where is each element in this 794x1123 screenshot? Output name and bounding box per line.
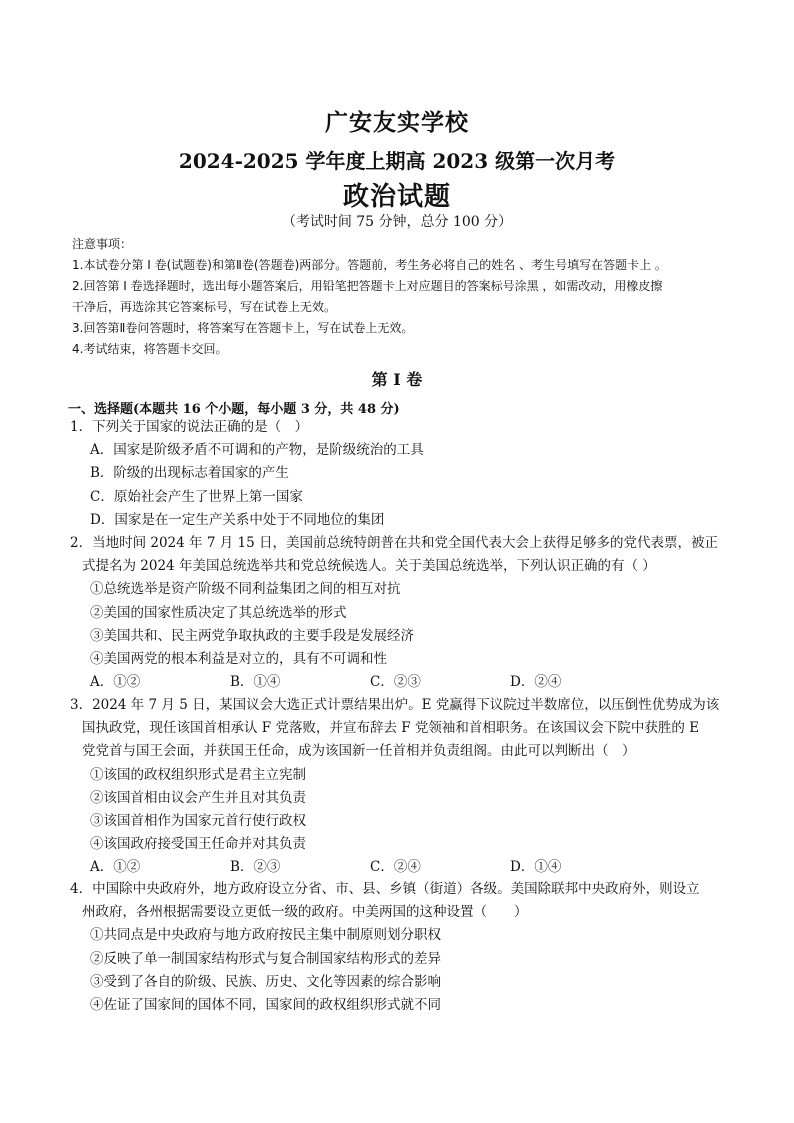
question-stem: 3．2024 年 7 月 5 日，某国议会大选正式计票结果出炉。E 党赢得下议院过半数席位，以压倒性优势成为该 <box>70 697 720 713</box>
option: ③该国首相作为国家元首行使行政权 <box>90 813 306 830</box>
choice-b: B．②③ <box>230 859 281 876</box>
option: ①总统选举是资产阶级不同利益集团之间的相互对抗 <box>90 581 401 598</box>
notice-title: 注意事项： <box>72 237 133 251</box>
option: ②美国的国家性质决定了其总统选举的形式 <box>90 604 347 621</box>
question-stem: 4．中国除中央政府外，地方政府设立分省、市、县、乡镇（街道）各级。美国除联邦中央政府外，则设立 <box>70 881 700 897</box>
question-stem-continued: 式提名为 2024 年美国总统选举共和党总统候选人。关于美国总统选举，下列认识正确的有（ ） <box>82 558 656 575</box>
notice-block <box>72 234 728 360</box>
notice-item: 3.回答第Ⅱ卷问答题时，将答案写在答题卡上，写在试卷上无效。 <box>72 321 414 335</box>
section-title: 一、选择题(本题共 16 个小题，每小题 3 分，共 48 分) <box>68 402 400 417</box>
choice-a: A．①② <box>90 674 141 691</box>
question-1 <box>70 416 730 532</box>
option: D．国家是在一定生产关系中处于不同地位的集团 <box>90 511 385 528</box>
notice-item: 1.本试卷分第 I 卷(试题卷)和第Ⅱ卷(答题卷)两部分。答题前，考生务必将自己的姓名 、考生号填写在答题卡上 。 <box>72 258 667 272</box>
part-title: 第 I 卷 <box>371 370 423 389</box>
question-stem-continued: 州政府，各州根据需要设立更低一级的政府。中美两国的这种设置（ ） <box>82 904 528 921</box>
school-name: 广安友实学校 <box>325 109 469 136</box>
option: ③受到了各自的阶级、民族、历史、文化等因素的综合影响 <box>90 973 441 990</box>
exam-title: 2024-2025 学年度上期高 2023 级第一次月考 <box>178 149 616 173</box>
option: ③美国共和、民主两党争取执政的主要手段是发展经济 <box>90 627 414 644</box>
answer-choices <box>70 856 730 879</box>
notice-item: 2.回答第 I 卷选择题时，选出每小题答案后，用铅笔把答题卡上对应题目的答案标号涂黑 ，如需改动，用橡皮擦 <box>72 279 663 293</box>
option: ①共同点是中央政府与地方政府按民主集中制原则划分职权 <box>90 927 441 944</box>
answer-choices <box>70 671 730 694</box>
option: A．国家是阶级矛盾不可调和的产物，是阶级统治的工具 <box>90 442 424 459</box>
question-stem-continued: 国执政党，现任该国首相承认 F 党落败，并宣布辞去 F 党领袖和首相职务。在该国议会下院中获胜的 E <box>82 720 700 737</box>
subject-title: 政治试题 <box>342 182 451 212</box>
choice-c: C．②③ <box>370 674 421 691</box>
choice-c: C．②④ <box>370 859 421 876</box>
choice-d: D．②④ <box>510 674 562 691</box>
choice-a: A．①② <box>90 859 141 876</box>
option: ②该国首相由议会产生并且对其负责 <box>90 789 306 806</box>
question-3 <box>70 694 730 880</box>
question-2 <box>70 532 730 694</box>
choice-d: D．①④ <box>510 859 562 876</box>
notice-item: 4.考试结束，将答题卡交回。 <box>72 342 228 356</box>
option: ④美国两党的根本利益是对立的，具有不可调和性 <box>90 651 387 668</box>
question-stem: 1．下列关于国家的说法正确的是（ ） <box>70 419 309 435</box>
option: ①该国的政权组织形式是君主立宪制 <box>90 766 306 783</box>
question-stem: 2．当地时间 2024 年 7 月 15 日，美国前总统特朗普在共和党全国代表大会上获得足够多的党代表票，被正 <box>70 535 718 551</box>
option: ②反映了单一制国家结构形式与复合制国家结构形式的差异 <box>90 950 441 967</box>
option: ④该国政府接受国王任命并对其负责 <box>90 836 306 853</box>
option: ④佐证了国家间的国体不同，国家间的政权组织形式就不同 <box>90 997 441 1014</box>
notice-item: 干净后，再选涂其它答案标号，写在试卷上无效。 <box>72 300 337 314</box>
choice-b: B．①④ <box>230 674 281 691</box>
option: C．原始社会产生了世界上第一国家 <box>90 488 303 505</box>
question-stem-continued: 党党首与国王会面，并获国王任命，成为该国新一任首相并负责组阁。由此可以判断出（ ） <box>82 743 636 760</box>
option: B．阶级的出现标志着国家的产生 <box>90 465 289 482</box>
question-4 <box>70 878 730 1017</box>
exam-time-info: （考试时间 75 分钟，总分 100 分） <box>281 214 513 230</box>
